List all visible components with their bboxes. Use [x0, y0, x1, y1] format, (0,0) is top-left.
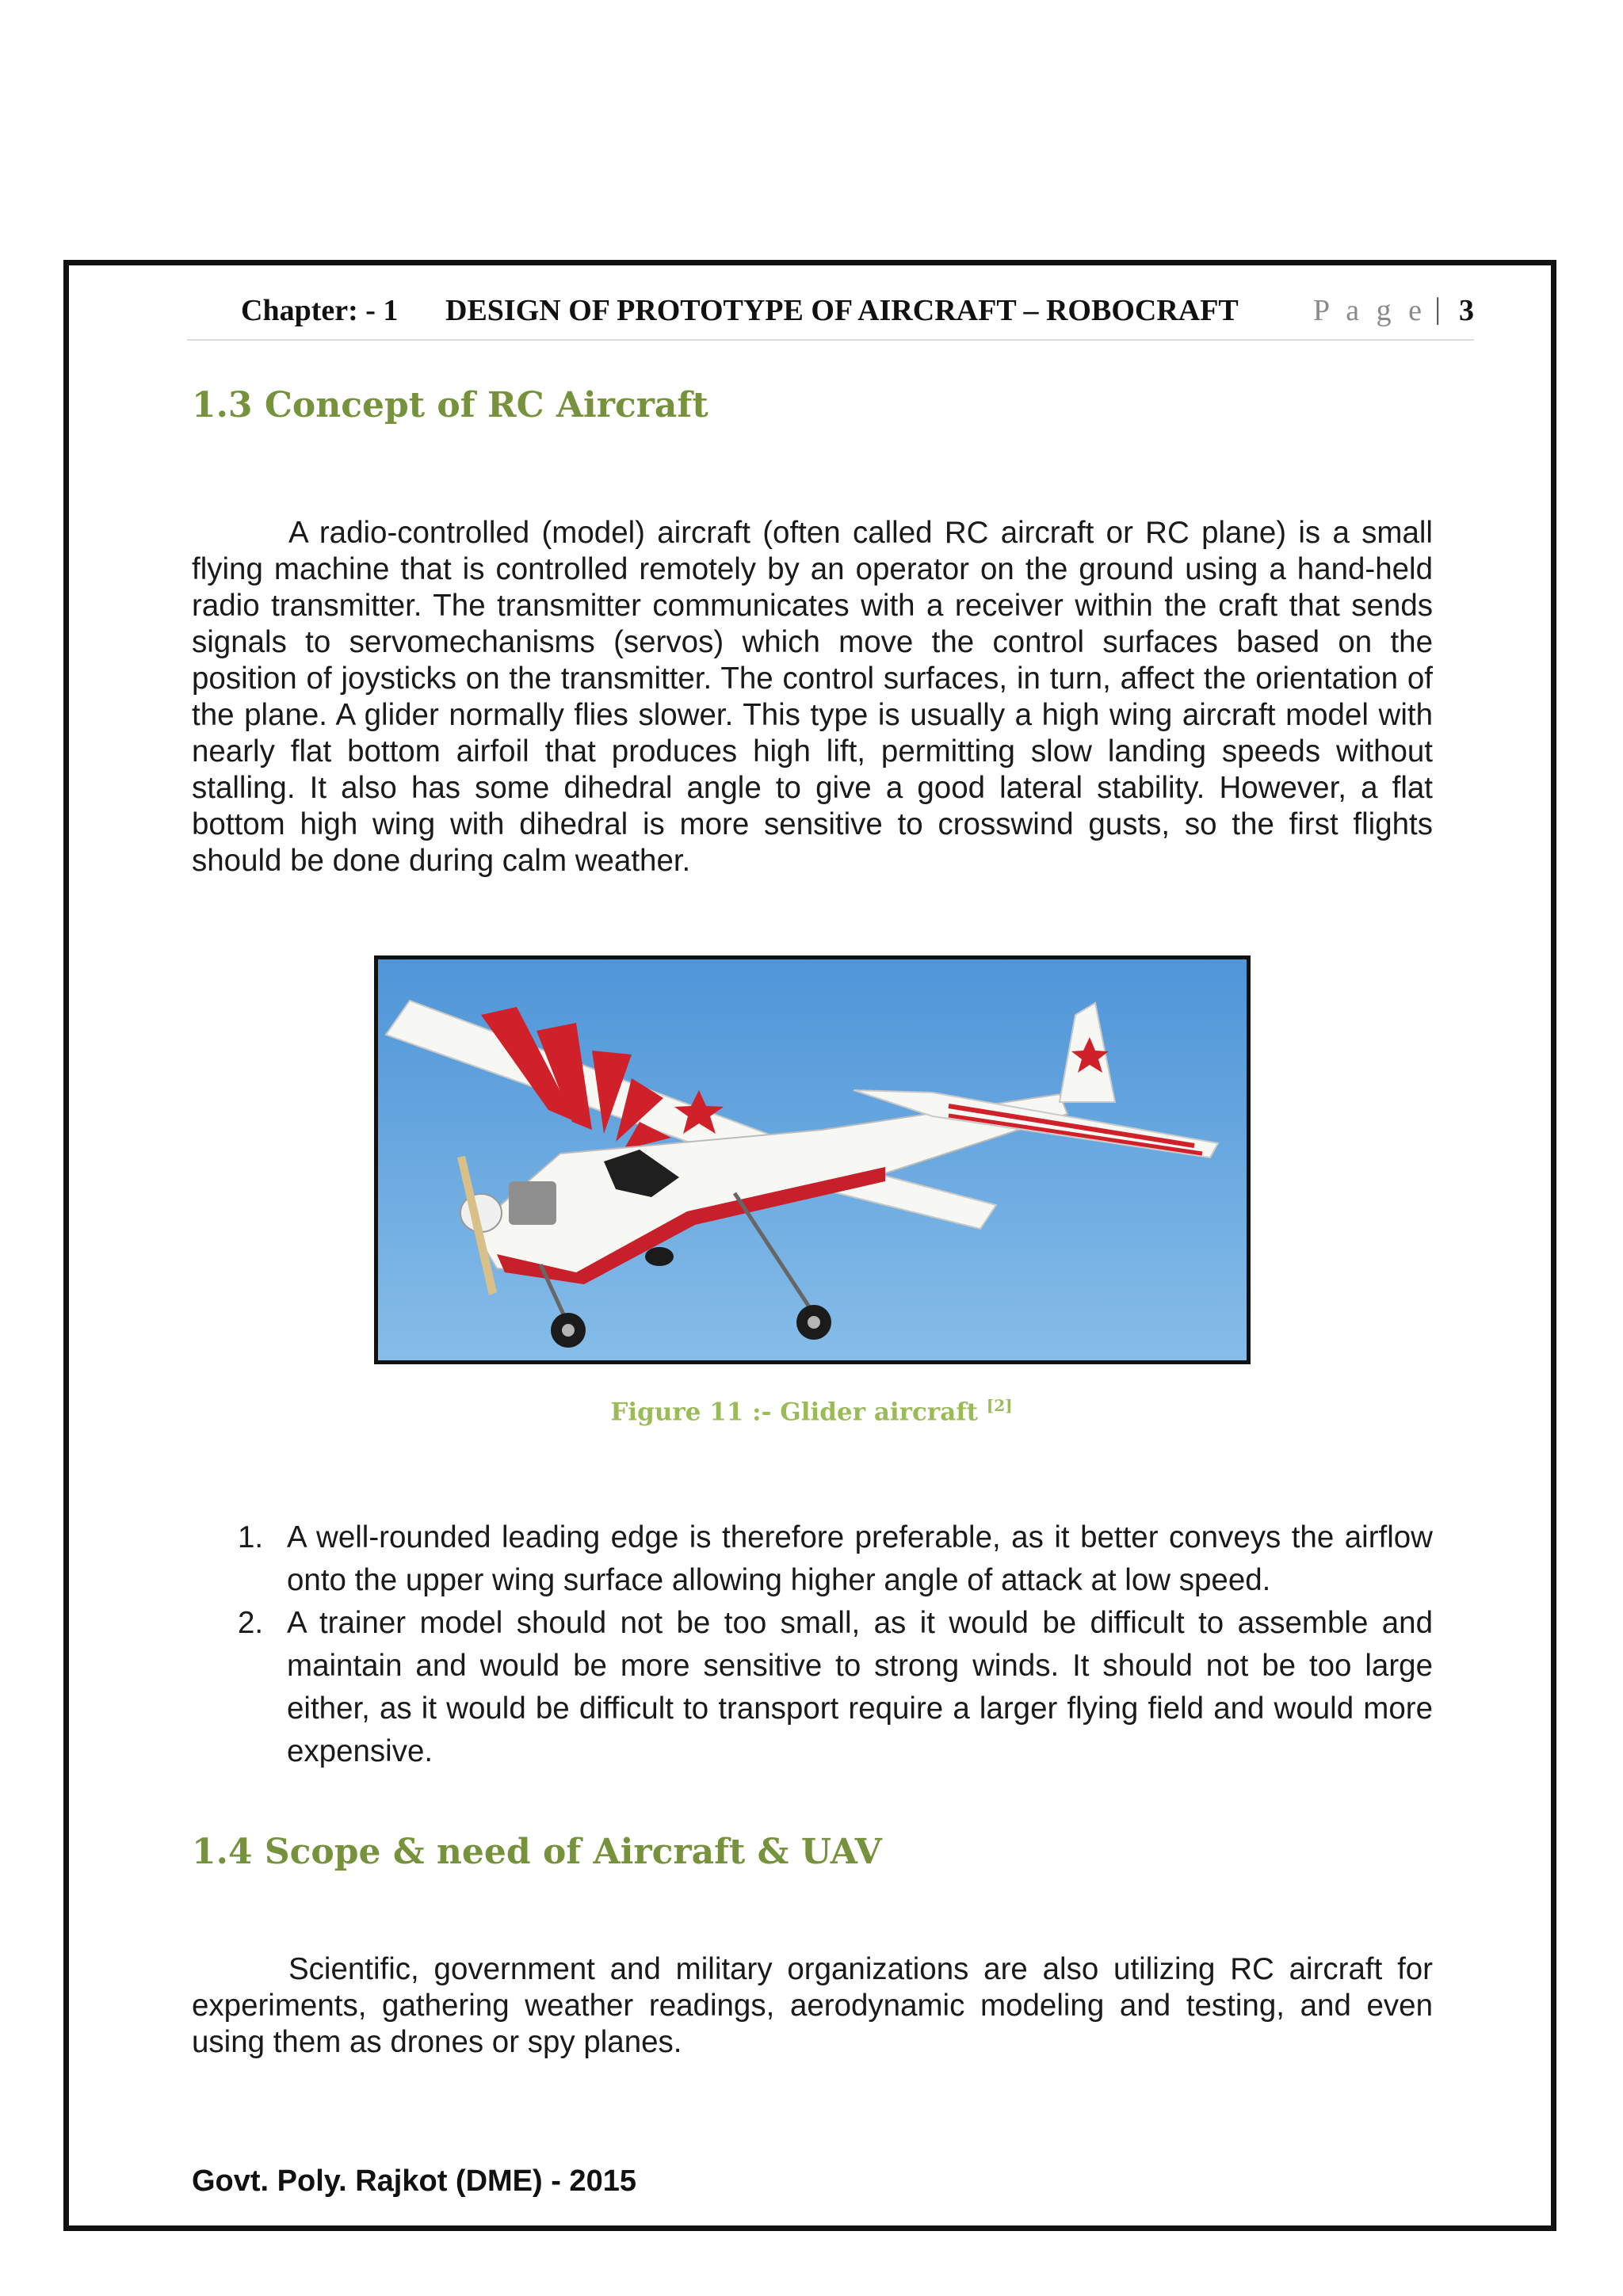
rc-aircraft-paragraph — [192, 515, 1433, 879]
chapter-label: Chapter: - 1 — [241, 294, 399, 327]
glider-aircraft-illustration — [378, 959, 1247, 1360]
section-heading-scope-uav: 1.4 Scope & need of Aircraft & UAV — [192, 1832, 882, 1872]
list-item-number: 1. — [238, 1520, 264, 1554]
list-item-number: 2. — [238, 1606, 264, 1640]
page-number: 3 — [1459, 294, 1474, 327]
scope-paragraph — [192, 1951, 1433, 2061]
page-word: P a g e — [1313, 294, 1426, 327]
scope-paragraph-text: Scientific, government and military organizations are also utilizing RC aircraft for experiments, gathering weather readings, aerodynamic modeling and testing, and even using them as drones or spy planes. — [192, 1952, 1433, 2059]
figure-reference: [2] — [986, 1396, 1013, 1415]
page-separator: | — [1434, 292, 1441, 326]
list-item — [235, 1602, 1433, 1773]
chapter-title: DESIGN OF PROTOTYPE OF AIRCRAFT – ROBOCRAFT — [445, 294, 1239, 327]
figure-caption — [0, 1396, 1623, 1426]
numbered-list — [235, 1516, 1433, 1773]
rc-aircraft-paragraph-text: A radio-controlled (model) aircraft (often called RC aircraft or RC plane) is a small flying machine that is controlled remotely by an operator on the ground using a hand-held radio transmitter. The transmitter communicates with a receiver within the craft that sends signals to servomechanisms (servos) which move the control surfaces based on the position of joysticks on the transmitter. The control surfaces, in turn, affect the orientation of the plane. A glider normally flies slower. This type is usually a high wing aircraft model with nearly flat bottom airfoil that produces high lift, permitting slow landing speeds without stalling. It also has some dihedral angle to give a good lateral stability. However, a flat bottom high wing with dihedral is more sensitive to crosswind gusts, so the first flights should be done during calm weather. — [192, 516, 1433, 878]
list-item-text: A well-rounded leading edge is therefore preferable, as it better conveys the airflow onto the upper wing surface allowing higher angle of attack at low speed. — [287, 1520, 1433, 1597]
section-heading-rc-aircraft: 1.3 Concept of RC Aircraft — [192, 385, 708, 425]
page-footer: Govt. Poly. Rajkot (DME) - 2015 — [192, 2164, 636, 2198]
running-header — [187, 293, 1474, 341]
list-item — [235, 1516, 1433, 1602]
glider-aircraft-image — [374, 955, 1251, 1364]
list-item-text: A trainer model should not be too small, as it would be difficult to assemble and maintain and would be more sensitive to strong winds. It should not be too large either, as it would be difficult to transport require a larger flying field and would more expensive. — [287, 1606, 1433, 1768]
figure-caption-text: Figure 11 :- Glider aircraft — [610, 1398, 978, 1427]
